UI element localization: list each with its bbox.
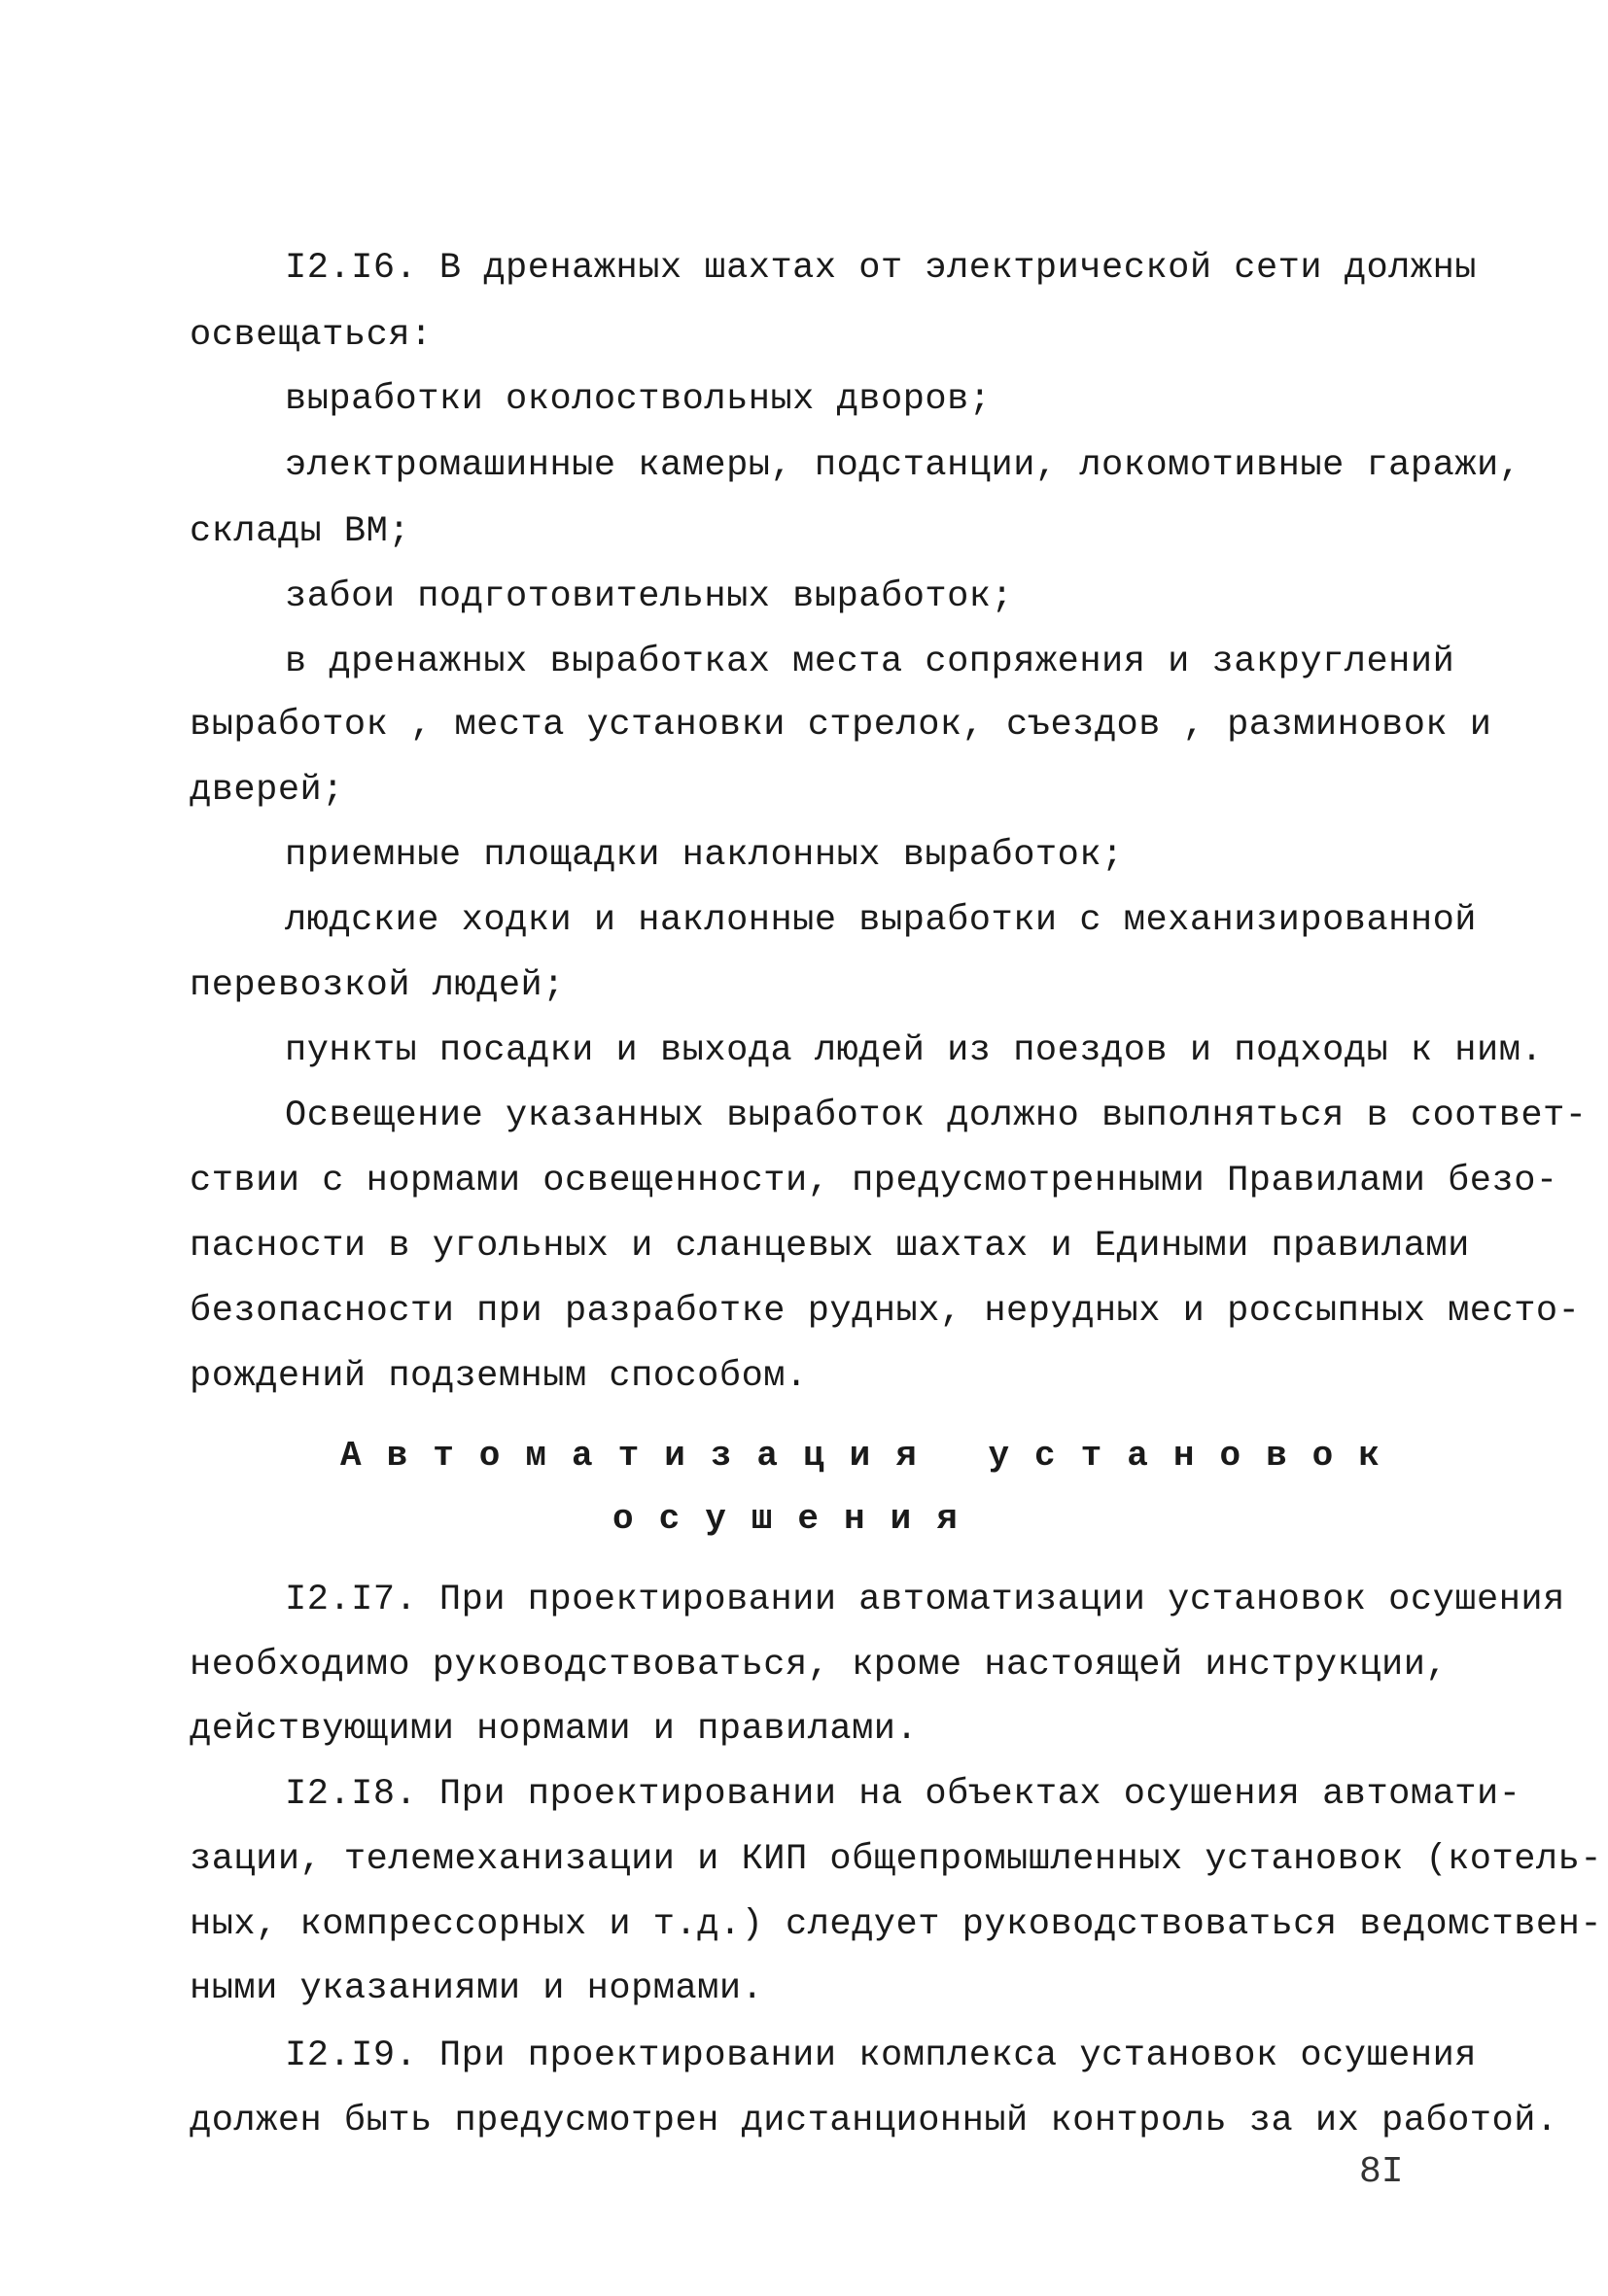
- paragraph-line: пасности в угольных и сланцевых шахтах и Едиными правилами: [190, 1226, 1470, 1267]
- section-heading-line-2: осушения: [612, 1499, 983, 1539]
- paragraph-line: безопасности при разработке рудных, нерудных и россыпных место-: [190, 1291, 1581, 1332]
- para-12-18-line-2: зации, телемеханизации и КИП общепромышленных установок (котель-: [190, 1839, 1603, 1880]
- list-item-line: перевозкой людей;: [190, 965, 565, 1006]
- paragraph-line: рождений подземным способом.: [190, 1356, 808, 1397]
- list-item-line: склады ВМ;: [190, 511, 411, 552]
- list-item-line: выработок , места установки стрелок, съездов , разминовок и: [190, 705, 1492, 746]
- paragraph-line: ствии с нормами освещенности, предусмотренными Правилами безо-: [190, 1161, 1558, 1201]
- para-12-18-line-4: ными указаниями и нормами.: [190, 1968, 764, 2009]
- list-item-line: приемные площадки наклонных выработок;: [285, 835, 1124, 876]
- list-item-line: забои подготовительных выработок;: [285, 576, 1014, 617]
- paragraph-line: Освещение указанных выработок должно выполняться в соответ-: [285, 1096, 1588, 1136]
- list-item-line: выработки околоствольных дворов;: [285, 379, 992, 420]
- para-12-16-line-2: освещаться:: [190, 315, 433, 356]
- list-item-line: дверей;: [190, 770, 344, 811]
- para-12-19-line-1: I2.I9. При проектировании комплекса установок осушения: [285, 2035, 1477, 2076]
- para-12-19-line-2: должен быть предусмотрен дистанционный контроль за их работой.: [190, 2101, 1558, 2141]
- page-number: 8I: [1359, 2151, 1404, 2193]
- list-item-line: пункты посадки и выхода людей из поездов и подходы к ним.: [285, 1030, 1544, 1071]
- list-item-line: электромашинные камеры, подстанции, локомотивные гаражи,: [285, 445, 1521, 486]
- list-item-line: в дренажных выработках места сопряжения и закруглений: [285, 642, 1455, 682]
- para-12-17-line-3: действующими нормами и правилами.: [190, 1709, 919, 1750]
- para-12-17-line-1: I2.I7. При проектировании автоматизации установок осушения: [285, 1580, 1565, 1620]
- list-item-line: людские ходки и наклонные выработки с механизированной: [285, 900, 1477, 941]
- para-12-17-line-2: необходимо руководствоваться, кроме настоящей инструкции,: [190, 1645, 1449, 1686]
- para-12-16-line-1: I2.I6. В дренажных шахтах от электрической сети должны: [285, 248, 1477, 289]
- para-12-18-line-3: ных, компрессорных и т.д.) следует руководствоваться ведомствен-: [190, 1904, 1603, 1945]
- section-heading-line-1: Автоматизация установок: [340, 1436, 1405, 1476]
- para-12-18-line-1: I2.I8. При проектировании на объектах осушения автомати-: [285, 1774, 1521, 1815]
